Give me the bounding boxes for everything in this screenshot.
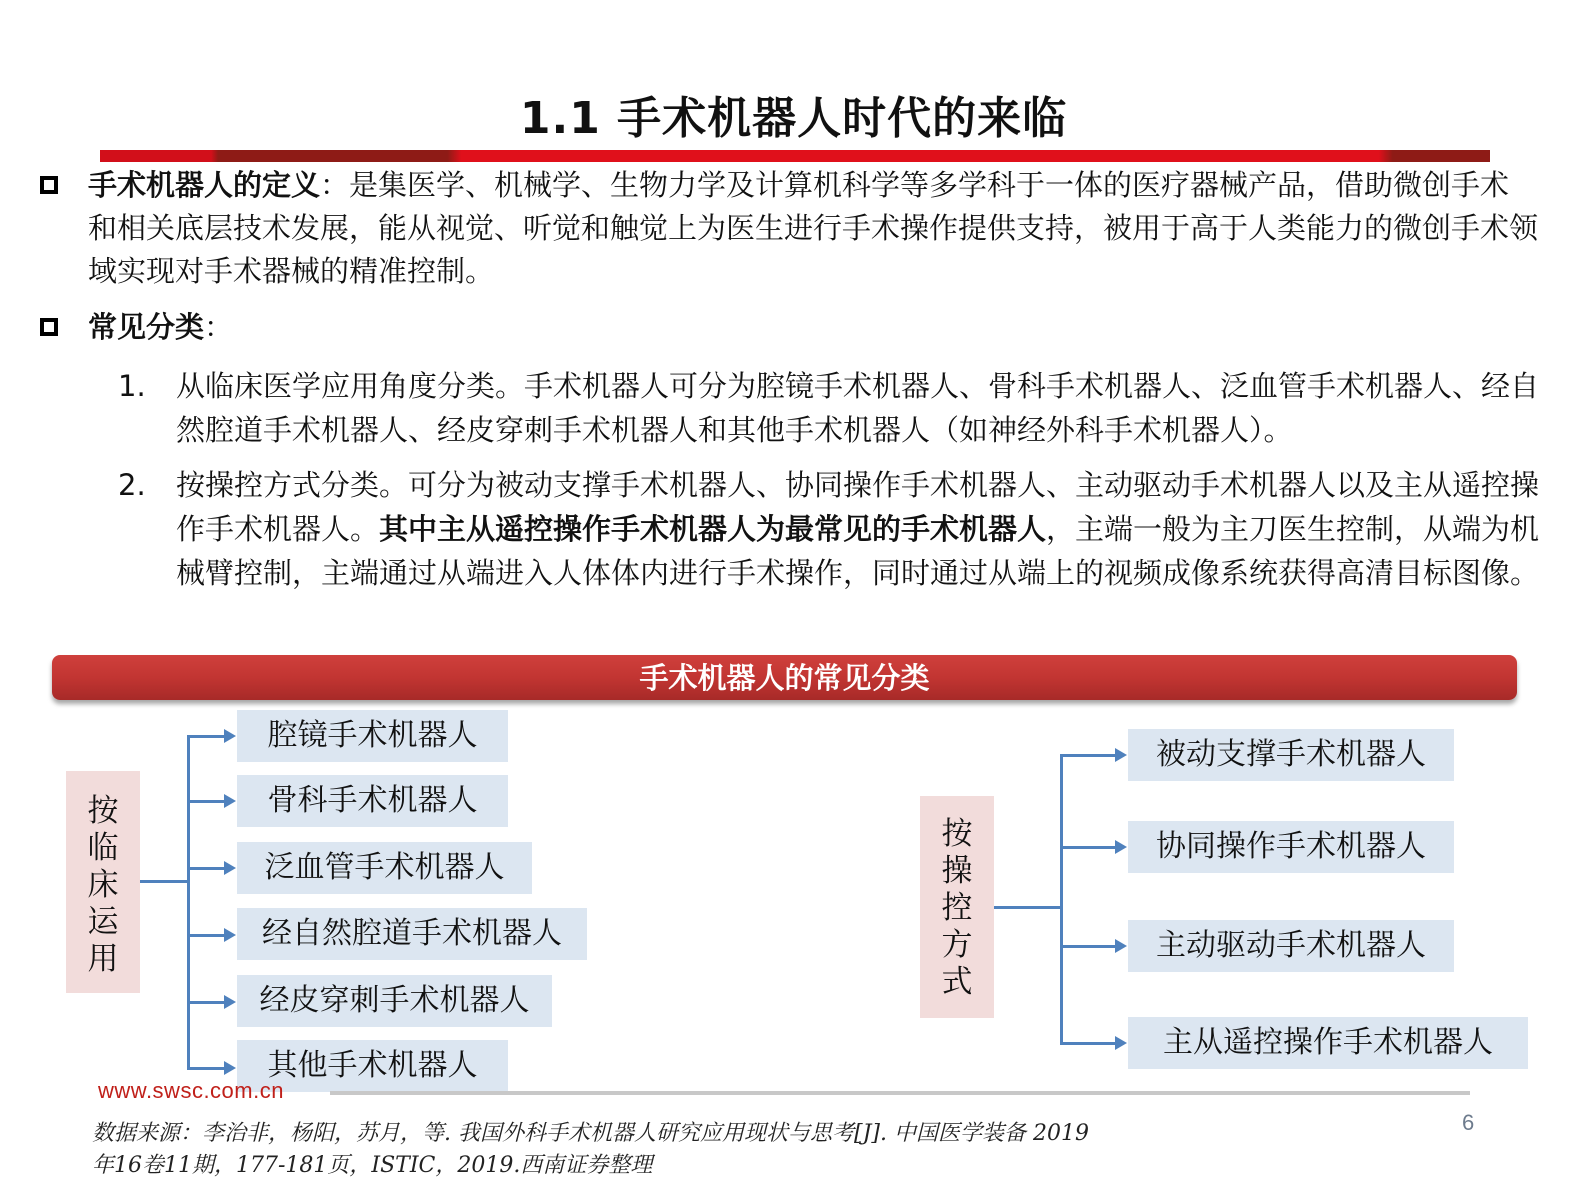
item-text-emphasis: 其中主从遥控操作手术机器人为最常见的手术机器人: [379, 512, 1047, 546]
source-line-2: 年16卷11期，177-181页，ISTIC，2019.西南证券整理: [92, 1153, 653, 1178]
leaf-collaborative: 协同操作手术机器人: [1128, 821, 1454, 873]
item-number: 2.: [118, 468, 146, 502]
square-bullet-icon: [40, 318, 58, 336]
definition-paragraph: [88, 164, 1538, 293]
connector-line: [140, 880, 188, 883]
leaf-master-slave: 主从遥控操作手术机器人: [1128, 1017, 1528, 1069]
arrow-right-icon: [1115, 748, 1127, 762]
category-label: 按操控方式: [941, 816, 973, 1000]
leaf-natural-orifice: 经自然腔道手术机器人: [237, 908, 587, 960]
footer-url: www.swsc.com.cn: [98, 1078, 284, 1103]
arrow-right-icon: [224, 1061, 236, 1075]
diagram-banner: 手术机器人的常见分类: [52, 655, 1517, 700]
category-label: 按临床运用: [87, 793, 119, 977]
classification-heading: [88, 306, 1538, 349]
category-clinical-application: [66, 771, 140, 993]
leaf-orthopedic: 骨科手术机器人: [237, 775, 508, 827]
connector-line: [187, 1067, 225, 1070]
definition-text: 是集医学、机械学、生物力学及计算机科学等多学科于一体的医疗器械产品，借助微创手术和相关底层技术发展，能从视觉、听觉和触觉上为医生进行手术操作提供支持，被用于高于人类能力的微创手术领域实现对手术器械的精准控制。: [88, 168, 1539, 288]
title-underline-bar: [100, 150, 1490, 162]
connector-line: [1060, 945, 1116, 948]
leaf-active-drive: 主动驱动手术机器人: [1128, 920, 1454, 972]
connector-trunk: [1060, 754, 1063, 1045]
connector-line: [1060, 1042, 1116, 1045]
arrow-right-icon: [1115, 1036, 1127, 1050]
arrow-right-icon: [1115, 939, 1127, 953]
page-number: 6: [1462, 1110, 1475, 1135]
leaf-pan-vascular: 泛血管手术机器人: [237, 842, 532, 894]
connector-line: [187, 1001, 225, 1004]
connector-line: [1060, 754, 1116, 757]
item-text-before: 按操控方式分类。可分为被动支撑手术机器人、协同操作手术机器人、主动驱动手术机器人以及主从遥控操作手术机器人。: [176, 468, 1540, 546]
arrow-right-icon: [224, 729, 236, 743]
item-text-after: ，主端一般为主刀医生控制，从端为机械臂控制，主端通过从端进入人体体内进行手术操作，同时通过从端上的视频成像系统获得高清目标图像。: [176, 512, 1540, 590]
arrow-right-icon: [224, 861, 236, 875]
definition-label: 手术机器人的定义: [88, 168, 321, 202]
leaf-passive-support: 被动支撑手术机器人: [1128, 729, 1454, 781]
source-line-1: 数据来源：李治非，杨阳，苏月，等. 我国外科手术机器人研究应用现状与思考[J]. 中国医学装备 2019: [92, 1121, 1089, 1146]
square-bullet-icon: [40, 176, 58, 194]
data-source-note: [92, 1118, 1342, 1182]
item-number: 1.: [118, 369, 146, 403]
classification-label: 常见分类: [88, 310, 205, 344]
classification-separator: ：: [204, 310, 234, 344]
connector-line: [187, 867, 225, 870]
connector-line: [187, 934, 225, 937]
arrow-right-icon: [1115, 840, 1127, 854]
leaf-laparoscopic: 腔镜手术机器人: [237, 710, 508, 762]
item-text: [176, 463, 1546, 595]
connector-line: [187, 735, 225, 738]
connector-line: [994, 906, 1062, 909]
footer-divider: [330, 1091, 1470, 1095]
item-text: 从临床医学应用角度分类。手术机器人可分为腔镜手术机器人、骨科手术机器人、泛血管手术机器人、经自然腔道手术机器人、经皮穿刺手术机器人和其他手术机器人（如神经外科手术机器人）。: [176, 369, 1540, 447]
connector-line: [1060, 846, 1116, 849]
connector-trunk: [187, 735, 190, 1068]
category-operation-mode: [920, 796, 994, 1018]
leaf-other: 其他手术机器人: [237, 1040, 508, 1092]
arrow-right-icon: [224, 794, 236, 808]
connector-line: [187, 800, 225, 803]
arrow-right-icon: [224, 995, 236, 1009]
page-title: 1.1 手术机器人时代的来临: [519, 93, 1068, 144]
leaf-percutaneous: 经皮穿刺手术机器人: [237, 975, 552, 1027]
definition-separator: ：: [320, 168, 350, 202]
arrow-right-icon: [224, 928, 236, 942]
